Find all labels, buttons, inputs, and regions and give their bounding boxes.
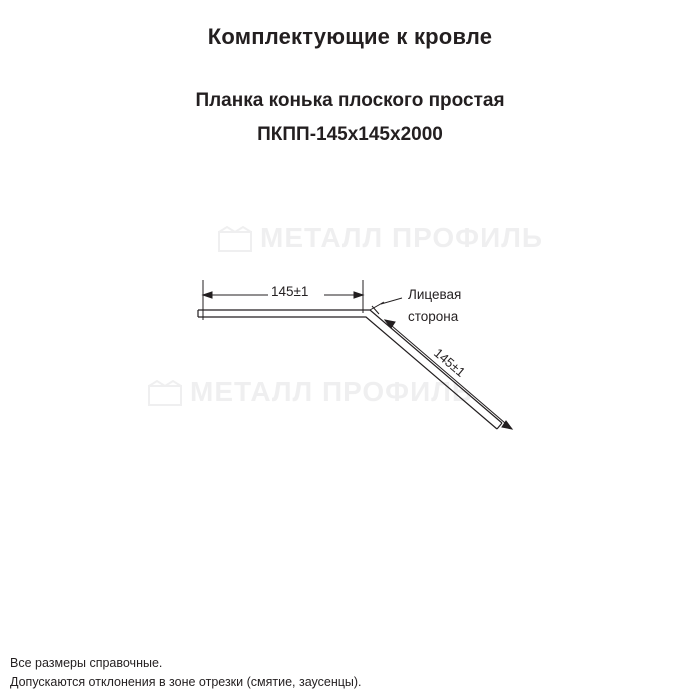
page-title: Комплектующие к кровле [207,24,493,49]
product-name: Планка конька плоского простая [195,90,505,111]
watermark-text: МЕТАЛЛ ПРОФИЛЬ [260,222,543,253]
arrow-right [354,292,363,298]
arrow-left [203,292,212,298]
footer-notes [10,654,362,692]
dimension-diagonal [385,320,512,429]
product-code: ПКПП-145х145х2000 [257,124,443,145]
title-block [0,22,700,150]
face-leader [381,298,402,304]
technical-drawing [0,170,700,500]
profile-right-end [497,423,502,429]
dimension-top-label: 145±1 [271,284,309,299]
face-label-line2: сторона [408,309,459,324]
watermark-text: МЕТАЛЛ ПРОФИЛЬ [190,376,473,407]
footer-note-2: Допускаются отклонения в зоне отрезки (смятие, заусенцы). [10,675,362,689]
face-leader-line [381,298,402,304]
dim-line-diagonal [385,320,512,429]
footer-note-1: Все размеры справочные. [10,656,163,670]
face-label-line1: Лицевая [408,287,462,302]
dimension-diagonal-label: 145±1 [431,345,469,380]
